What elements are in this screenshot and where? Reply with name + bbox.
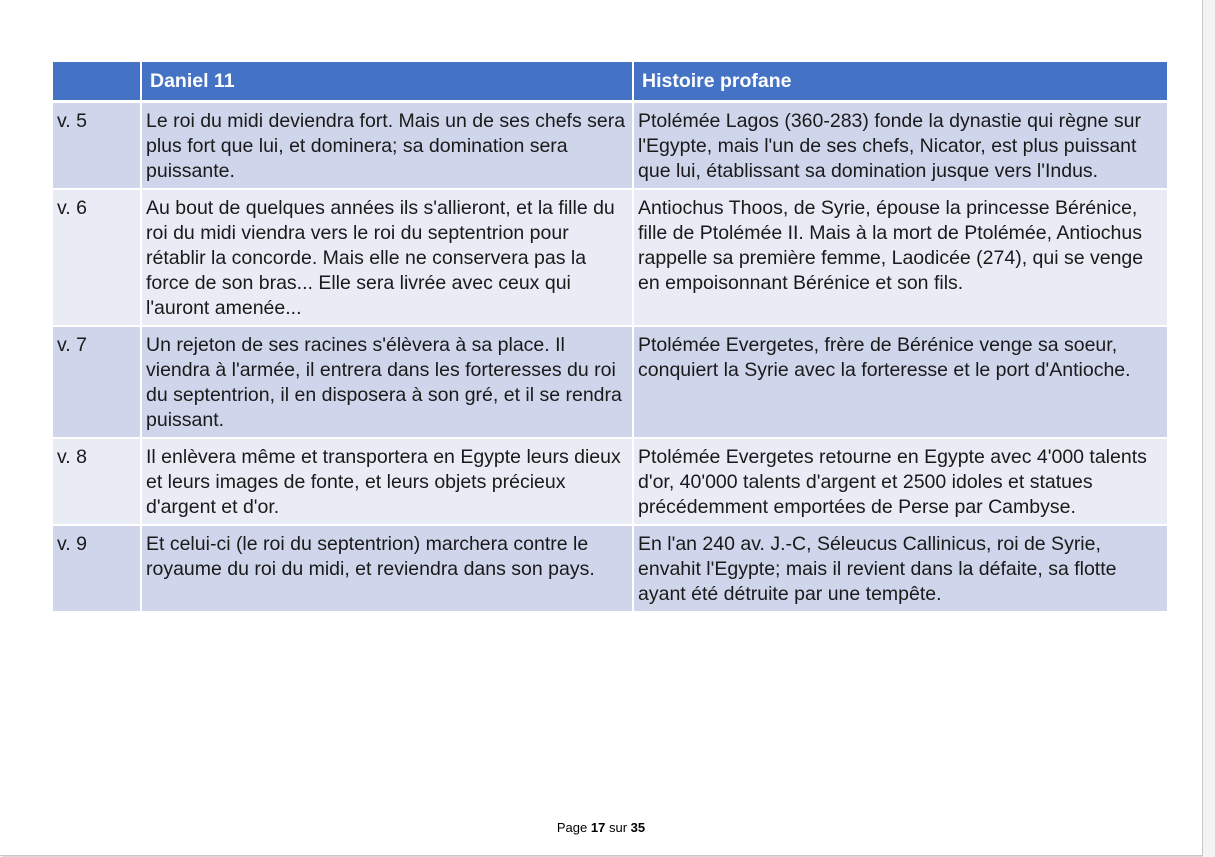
page-separator: sur <box>608 820 628 835</box>
verse-cell: v. 9 <box>53 525 141 612</box>
table-row <box>53 525 1167 612</box>
daniel-cell: Il enlèvera même et transportera en Egypte leurs dieux et leurs images de fonte, et leurs objets précieux d'argent et d'or. <box>141 438 633 525</box>
page-number-footer <box>0 820 1202 835</box>
table-row <box>53 102 1167 190</box>
verse-cell: v. 6 <box>53 189 141 326</box>
verse-cell: v. 5 <box>53 102 141 190</box>
header-histoire: Histoire profane <box>633 62 1167 102</box>
histoire-cell: Antiochus Thoos, de Syrie, épouse la princesse Bérénice, fille de Ptolémée II. Mais à la mort de Ptolémée, Antiochus rappelle sa première femme, Laodicée (274), qui se venge en empoisonnant Bérénice et son fils. <box>633 189 1167 326</box>
page-label: Page <box>556 820 588 835</box>
table-row <box>53 326 1167 438</box>
histoire-cell: En l'an 240 av. J.-C, Séleucus Callinicus, roi de Syrie, envahit l'Egypte; mais il revient dans la défaite, sa flotte ayant été détruite par une tempête. <box>633 525 1167 612</box>
daniel-cell: Au bout de quelques années ils s'allieront, et la fille du roi du midi viendra vers le roi du septentrion pour rétablir la concorde. Mais elle ne conservera pas la force de son bras... Elle sera livrée avec ceux qui l'auront amenée... <box>141 189 633 326</box>
daniel-cell: Le roi du midi deviendra fort. Mais un de ses chefs sera plus fort que lui, et dominera; sa domination sera puissante. <box>141 102 633 190</box>
page-total: 35 <box>630 820 646 835</box>
page-current: 17 <box>590 820 606 835</box>
histoire-cell: Ptolémée Evergetes retourne en Egypte avec 4'000 talents d'or, 40'000 talents d'argent et 2500 idoles et statues précédemment emportées de Perse par Cambyse. <box>633 438 1167 525</box>
verse-cell: v. 7 <box>53 326 141 438</box>
table-header-row <box>53 62 1167 102</box>
header-daniel: Daniel 11 <box>141 62 633 102</box>
viewer-gutter <box>1203 0 1215 857</box>
verse-cell: v. 8 <box>53 438 141 525</box>
daniel-cell: Un rejeton de ses racines s'élèvera à sa place. Il viendra à l'armée, il entrera dans les forteresses du roi du septentrion, il en disposera à son gré, et il se rendra puissant. <box>141 326 633 438</box>
table-row <box>53 189 1167 326</box>
daniel-cell: Et celui-ci (le roi du septentrion) marchera contre le royaume du roi du midi, et reviendra dans son pays. <box>141 525 633 612</box>
table-row <box>53 438 1167 525</box>
header-verse <box>53 62 141 102</box>
comparison-table <box>53 62 1167 613</box>
histoire-cell: Ptolémée Lagos (360-283) fonde la dynastie qui règne sur l'Egypte, mais l'un de ses chefs, Nicator, est plus puissant que lui, établissant sa domination jusque vers l'Indus. <box>633 102 1167 190</box>
histoire-cell: Ptolémée Evergetes, frère de Bérénice venge sa soeur, conquiert la Syrie avec la forteresse et le port d'Antioche. <box>633 326 1167 438</box>
